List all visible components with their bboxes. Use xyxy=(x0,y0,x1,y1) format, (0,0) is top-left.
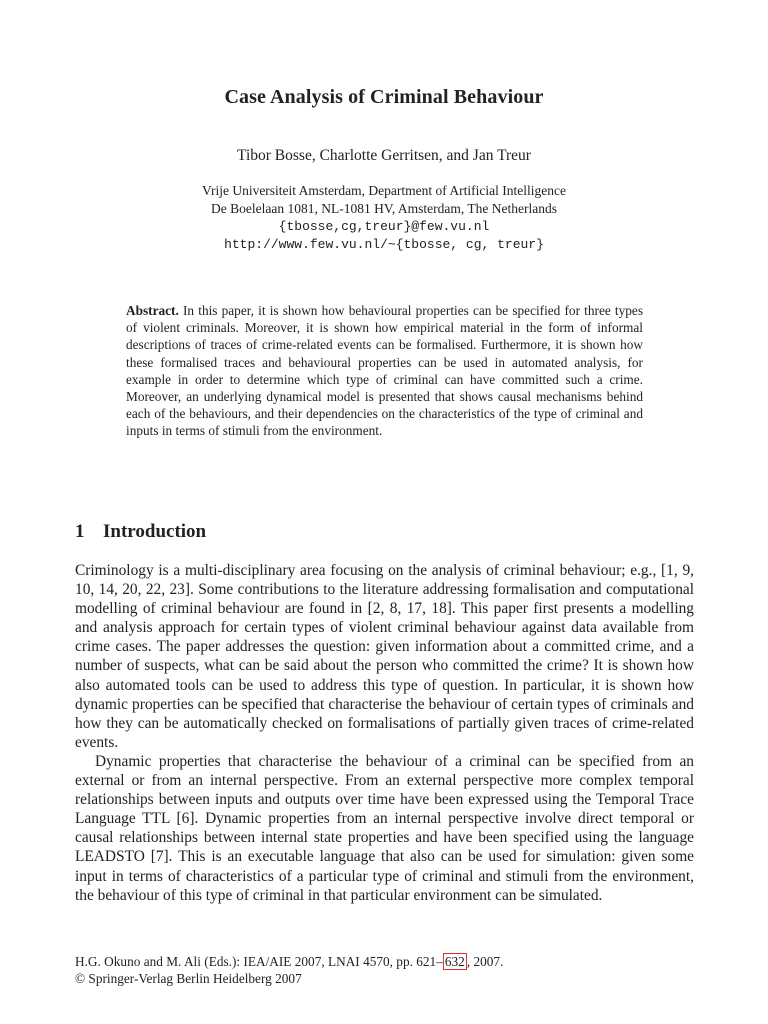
abstract-label: Abstract. xyxy=(126,303,179,318)
paragraph-2: Dynamic properties that characterise the behaviour of a criminal can be specified from an external or from an internal perspective. From an external perspective more complex temporal relationships between inputs and outputs over time have been expressed using the Temporal Trace Language TTL [6]. Dynamic properties from an internal perspective involve direct temporal or causal relationships between internal state properties and have been specified using the language LEADSTO [7]. This is an executable language that also can be used for simulation: given some input in terms of characteristics of a particular type of criminal and stimuli from the environment, the behaviour of this type of criminal in that particular environment can be simulated. xyxy=(75,752,694,904)
citation-suffix: , 2007. xyxy=(466,954,504,969)
section-number: 1 xyxy=(75,521,85,542)
citation-prefix: H.G. Okuno and M. Ali (Eds.): IEA/AIE 2007, LNAI 4570, pp. 621– xyxy=(75,954,443,969)
page-end-link[interactable]: 632 xyxy=(444,954,465,969)
footer xyxy=(75,953,695,987)
citation-line xyxy=(75,953,695,970)
section-title: Introduction xyxy=(103,521,207,542)
paragraph-1: Criminology is a multi-disciplinary area focusing on the analysis of criminal behaviour; e.g., [1, 9, 10, 14, 20, 22, 23]. Some contributions to the literature addressing formalisation and computational modelling of criminal behaviour are found in [2, 8, 17, 18]. This paper first presents a modelling and analysis approach for certain types of violent criminal behaviour against data available from crime cases. The paper addresses the question: given information about a committed crime, and a number of suspects, what can be said about the person who committed the crime? It is shown how also automated tools can be used to address this type of question. In particular, it is shown how dynamic properties can be specified that characterise the behaviour of certain types of criminals and how they can be automatically checked on formalisations of partially given traces of crime-related events. xyxy=(75,562,694,751)
paper-title: Case Analysis of Criminal Behaviour xyxy=(224,86,544,108)
author-url: http://www.few.vu.nl/~{tbosse, cg, treur} xyxy=(224,237,544,252)
section-heading xyxy=(75,521,206,543)
abstract xyxy=(126,302,643,440)
affiliation-block xyxy=(0,182,768,254)
affiliation-line-1: Vrije Universiteit Amsterdam, Department of Artificial Intelligence xyxy=(202,183,566,198)
section-body xyxy=(75,561,694,905)
author-emails: {tbosse,cg,treur}@few.vu.nl xyxy=(278,219,490,234)
affiliation-line-2: De Boelelaan 1081, NL-1081 HV, Amsterdam, The Netherlands xyxy=(211,201,557,216)
abstract-text: In this paper, it is shown how behavioural properties can be specified for three types of violent criminals. Moreover, it is shown how empirical material in the form of informal descriptions of traces of crime-related events can be formalised. Furthermore, it is shown how these formalised traces and behavioural properties can be used in automated analysis, for example in order to determine which type of criminal can have committed such a crime. Moreover, an underlying dynamical model is presented that shows causal mechanisms behind each of the behaviours, and their dependencies on the characteristics of the type of criminal and inputs in terms of stimuli from the environment. xyxy=(126,303,644,439)
copyright-line: © Springer-Verlag Berlin Heidelberg 2007 xyxy=(75,971,302,986)
author-list: Tibor Bosse, Charlotte Gerritsen, and Jan Treur xyxy=(237,147,531,164)
